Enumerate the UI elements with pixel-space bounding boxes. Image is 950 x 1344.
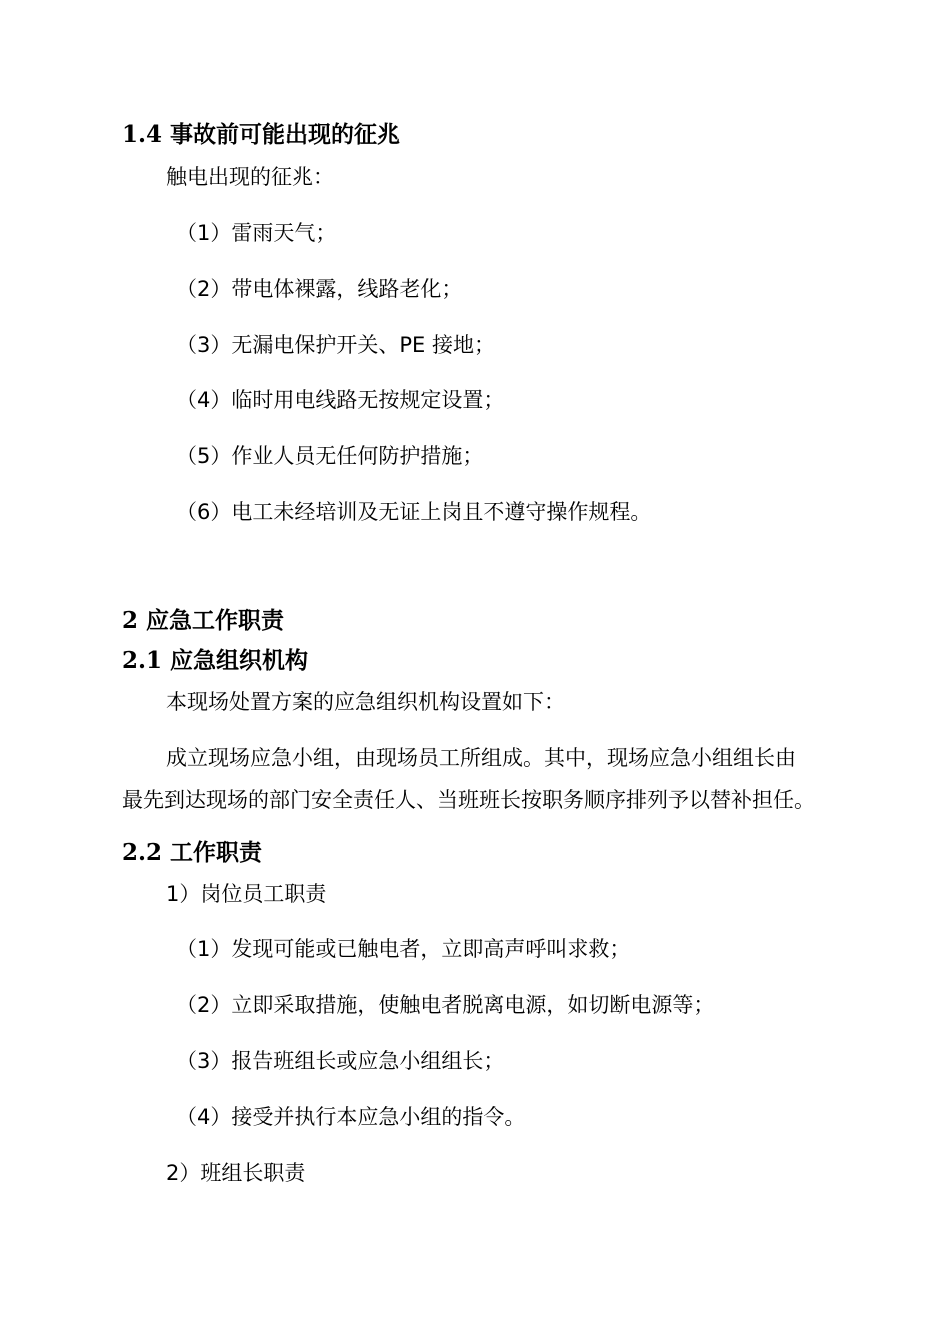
section-heading-1-4: 1.4 事故前可能出现的征兆 bbox=[122, 121, 401, 148]
section-heading-2-2: 2.2 工作职责 bbox=[122, 839, 263, 866]
list-item: （2）带电体裸露，线路老化； bbox=[176, 277, 463, 301]
list-item: （4）接受并执行本应急小组的指令。 bbox=[176, 1105, 526, 1129]
group-title: 1）岗位员工职责 bbox=[166, 882, 327, 906]
list-item: （3）无漏电保护开关、PE 接地； bbox=[176, 333, 495, 357]
paragraph-line: 最先到达现场的部门安全责任人、当班班长按职务顺序排列予以替补担任。 bbox=[122, 788, 815, 812]
section-intro: 本现场处置方案的应急组织机构设置如下： bbox=[166, 690, 565, 714]
list-item: （5）作业人员无任何防护措施； bbox=[176, 444, 484, 468]
list-item: （2）立即采取措施，使触电者脱离电源，如切断电源等； bbox=[176, 993, 715, 1017]
list-item: （6）电工未经培训及无证上岗且不遵守操作规程。 bbox=[176, 500, 652, 524]
list-item: （4）临时用电线路无按规定设置； bbox=[176, 388, 505, 412]
list-item: （1）雷雨天气； bbox=[176, 221, 337, 245]
section-heading-2: 2 应急工作职责 bbox=[122, 607, 285, 634]
paragraph-line: 成立现场应急小组，由现场员工所组成。其中，现场应急小组组长由 bbox=[166, 746, 796, 770]
list-item: （1）发现可能或已触电者，立即高声呼叫求救； bbox=[176, 937, 631, 961]
group-title: 2）班组长职责 bbox=[166, 1161, 306, 1185]
section-heading-2-1: 2.1 应急组织机构 bbox=[122, 647, 309, 674]
section-intro: 触电出现的征兆： bbox=[166, 165, 334, 189]
list-item: （3）报告班组长或应急小组组长； bbox=[176, 1049, 505, 1073]
